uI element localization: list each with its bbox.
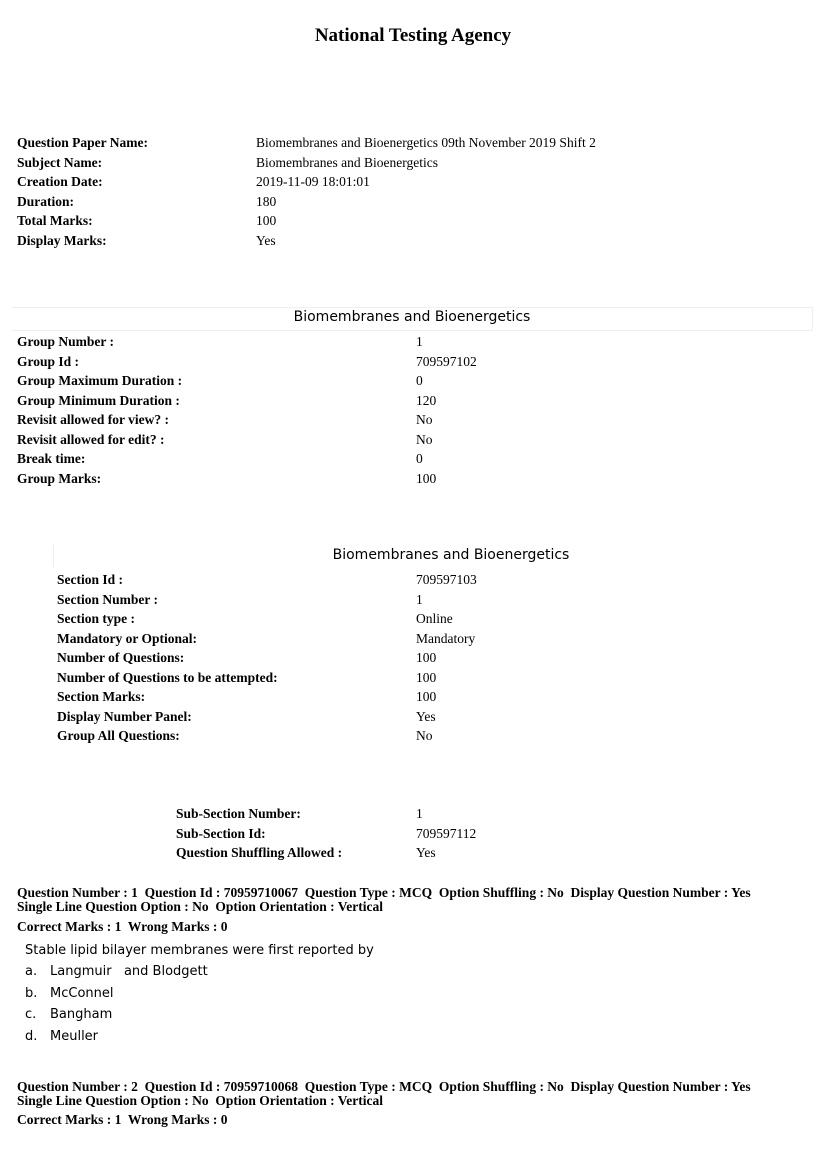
option-item[interactable] [25, 964, 425, 986]
option-text: Bangham [50, 1007, 113, 1022]
section-key: Section type : [57, 611, 135, 626]
paper-info-key: Creation Date: [17, 174, 103, 189]
section-key: Number of Questions: [57, 650, 185, 665]
question-meta-line: Single Line Question Option : No Option Orientation : Vertical [17, 1093, 384, 1108]
section-key: Display Number Panel: [57, 708, 192, 724]
subsection-value: Yes [416, 845, 436, 860]
group-value: No [416, 412, 433, 427]
group-value: 709597102 [416, 353, 477, 369]
group-value: No [416, 431, 433, 447]
option-text: Langmuir and Blodgett [50, 964, 208, 979]
group-value: 120 [416, 392, 437, 408]
group-keys [17, 332, 182, 488]
group-key: Break time: [17, 451, 86, 466]
question-marks: Correct Marks : 1 Wrong Marks : 0 [17, 919, 228, 934]
question-meta-line: Question Number : 1 Question Id : 70959710067 Question Type : MCQ Option Shuffling : No Display Question Number : Yes [17, 885, 751, 900]
option-label: a. [25, 964, 38, 979]
group-heading: Biomembranes and Bioenergetics [293, 309, 531, 325]
subsection-key: Sub-Section Number: [176, 806, 301, 821]
paper-info-keys [17, 133, 148, 250]
section-key: Group All Questions: [57, 728, 180, 743]
option-label: c. [25, 1007, 37, 1022]
subsection-values [416, 804, 476, 863]
group-values [416, 332, 477, 488]
paper-info-value: Biomembranes and Bioenergetics 09th November 2019 Shift 2 [256, 135, 596, 150]
option-text: McConnel [50, 985, 114, 1001]
section-values [416, 570, 477, 746]
group-value: 0 [416, 451, 423, 466]
group-value: 1 [416, 334, 423, 349]
section-value: Mandatory [416, 630, 476, 646]
subsection-keys [176, 804, 342, 863]
section-key: Number of Questions to be attempted: [57, 669, 278, 685]
group-key: Group Minimum Duration : [17, 392, 180, 408]
option-text: Meuller [50, 1028, 99, 1044]
option-item[interactable] [25, 986, 425, 1008]
options-list [25, 964, 425, 1050]
paper-info-value: 100 [256, 213, 277, 228]
option-item[interactable] [25, 1007, 425, 1029]
page-title: National Testing Agency [314, 25, 512, 46]
section-value: 1 [416, 591, 423, 607]
question-meta-line: Single Line Question Option : No Option Orientation : Vertical [17, 899, 384, 914]
question-marks: Correct Marks : 1 Wrong Marks : 0 [17, 1112, 228, 1127]
group-key: Revisit allowed for view? : [17, 412, 169, 427]
section-key: Section Id : [57, 572, 124, 587]
section-value: No [416, 728, 433, 743]
subsection-value: 1 [416, 806, 423, 821]
option-item[interactable] [25, 1029, 425, 1051]
question-meta-line: Question Number : 2 Question Id : 70959710068 Question Type : MCQ Option Shuffling : No Display Question Number : Yes [17, 1079, 751, 1094]
group-value: 100 [416, 470, 437, 486]
section-key: Section Marks: [57, 689, 146, 704]
subsection-key: Question Shuffling Allowed : [176, 845, 343, 860]
section-heading: Biomembranes and Bioenergetics [332, 547, 570, 563]
section-value: 709597103 [416, 572, 477, 587]
paper-info-value: 2019-11-09 18:01:01 [256, 174, 370, 189]
group-value: 0 [416, 373, 423, 388]
section-key: Mandatory or Optional: [57, 630, 198, 646]
section-keys [57, 570, 278, 746]
paper-info-key: Total Marks: [17, 213, 93, 228]
question-text: Stable lipid bilayer membranes were first reported by [25, 943, 374, 958]
paper-info-value: Yes [256, 232, 276, 248]
option-label: d. [25, 1028, 38, 1044]
group-key: Group Maximum Duration : [17, 373, 183, 388]
subsection-value: 709597112 [416, 825, 477, 841]
paper-info-value: Biomembranes and Bioenergetics [256, 154, 438, 170]
section-value: 100 [416, 669, 437, 685]
paper-info-key: Question Paper Name: [17, 135, 148, 150]
paper-info-value: 180 [256, 193, 277, 209]
section-value: 100 [416, 689, 437, 704]
group-key: Group Number : [17, 334, 115, 349]
section-value: 100 [416, 650, 437, 665]
section-value: Online [416, 611, 453, 626]
paper-info-key: Duration: [17, 193, 74, 209]
subsection-key: Sub-Section Id: [176, 825, 266, 841]
section-key: Section Number : [57, 591, 158, 607]
group-key: Revisit allowed for edit? : [17, 431, 165, 447]
section-value: Yes [416, 708, 436, 724]
group-key: Group Marks: [17, 470, 102, 486]
option-label: b. [25, 985, 38, 1001]
paper-info-values [256, 133, 596, 250]
group-key: Group Id : [17, 353, 80, 369]
paper-info-key: Display Marks: [17, 232, 107, 248]
paper-info-key: Subject Name: [17, 154, 103, 170]
